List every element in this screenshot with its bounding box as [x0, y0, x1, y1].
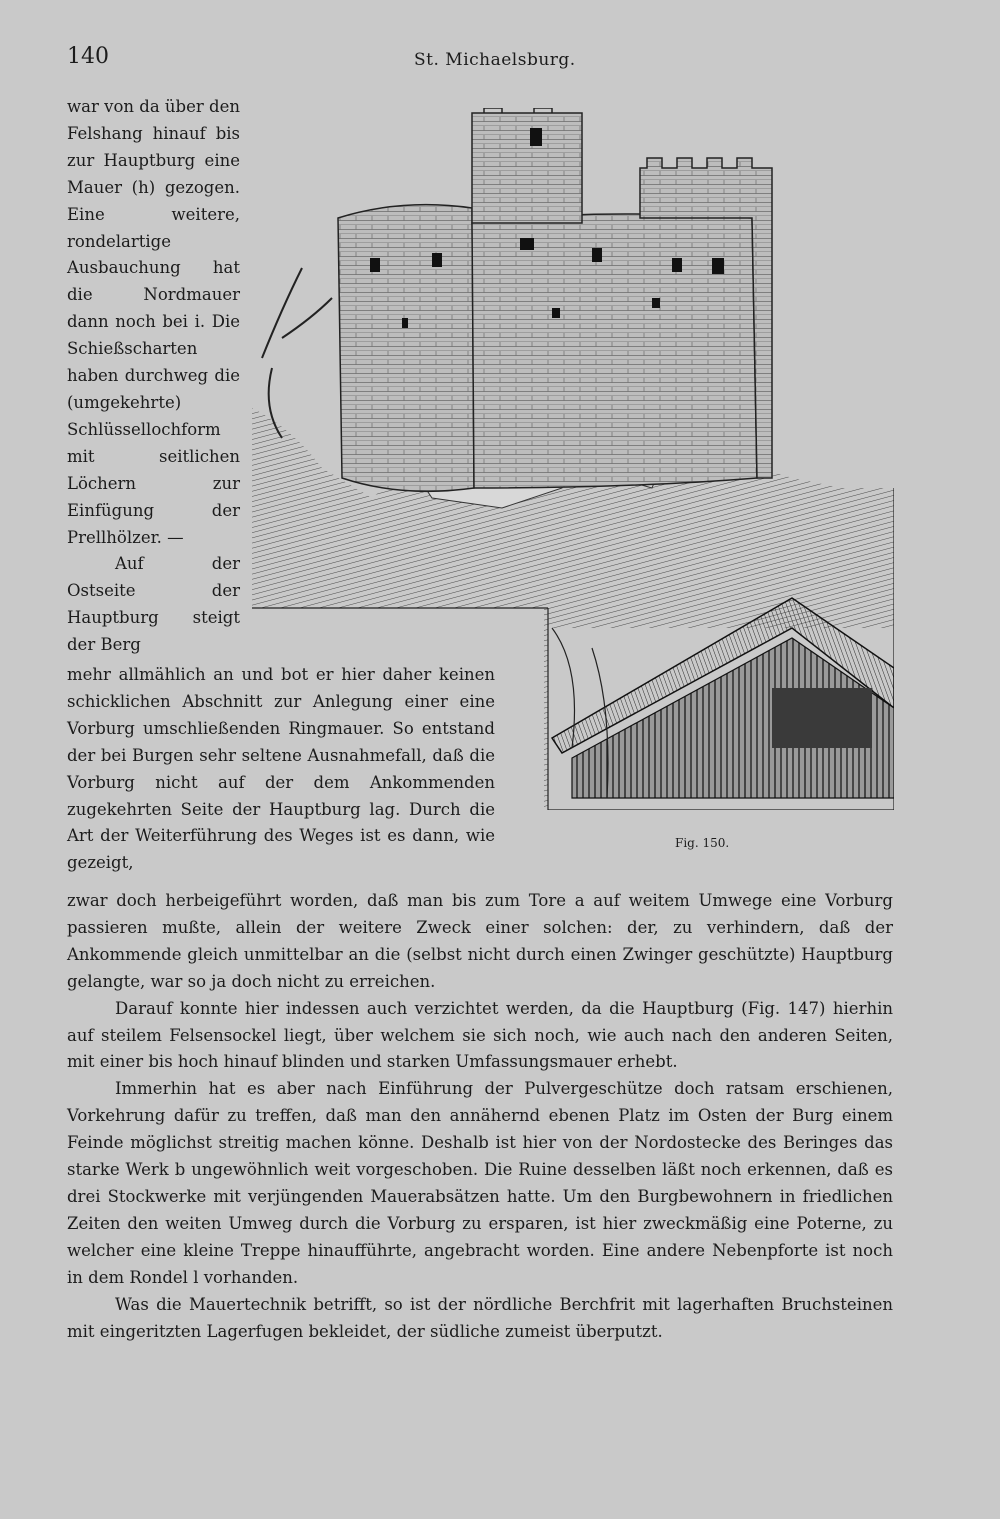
paragraph: Immerhin hat es aber nach Einführung der Pulvergeschütze doch ratsam erschienen, Vorkehrung dafür zu treffen, daß man den annähernd ebenen Platz im Osten der Burg einem Feinde möglichst streitig machen könne. Deshalb ist hier von der Nordostecke des Beringes das starke Werk b ungewöhnlich weit vorgeschoben. Die Ruine desselben läßt noch erkennen, daß es drei Stockwerke mit verjüngenden Mauerabsätzen hatte. Um den Burgbewohnern in friedlichen Zeiten den weiten Umweg durch die Vorburg zu ersparen, ist hier zweckmäßig eine Poterne, zu welcher eine kleine Treppe hinaufführte, angebracht worden. Eine andere Nebenpforte ist noch in dem Rondel l vorhanden. [67, 1079, 893, 1287]
figure-caption: Fig. 150. [675, 836, 730, 850]
narrow-text-column [67, 94, 240, 659]
full-width-text [67, 888, 893, 1345]
paragraph: zwar doch herbeigeführt worden, daß man bis zum Tore a auf weitem Umwege eine Vorburg passieren mußte, allein der weitere Zweck einer solchen: der, zu verhindern, daß der Ankommende gleich unmittelbar an die (selbst nicht durch einen Zwinger geschützte) Hauptburg gelangte, war so ja doch nicht zu erreichen. [67, 891, 893, 991]
running-title: St. Michaelsburg. [414, 50, 576, 70]
middle-text-column [67, 662, 495, 877]
paragraph: war von da über den Felshang hinauf bis zur Hauptburg eine Mauer (h) gezogen. Eine weitere, rondelartige Ausbauchung hat die Nordmauer dann noch bei i. Die Schießscharten haben durchweg die (umgekehrte) Schlüssellochform mit seitlichen Löchern zur Einfügung der Prellhölzer. — [67, 97, 240, 547]
paragraph: Auf der Ostseite der Hauptburg steigt der Berg [67, 554, 240, 655]
paragraph: Darauf konnte hier indessen auch verzichtet werden, da die Hauptburg (Fig. 147) hierhin auf steilem Felsensockel liegt, über welchem sie sich noch, wie auch nach den anderen Seiten, mit einer bis hoch hinauf blinden und starken Umfassungsmauer erhebt. [67, 998, 893, 1072]
paragraph: mehr allmählich an und bot er hier daher keinen schicklichen Abschnitt zur Anlegung einer eine Vorburg umschließenden Ringmauer. So entstand der bei Burgen sehr seltene Ausnahmefall, daß die Vorburg nicht auf der dem Ankommenden zugekehrten Seite der Hauptburg lag. Durch die Art der Weiterführung des Weges ist es dann, wie gezeigt, [67, 665, 495, 873]
page-number: 140 [67, 44, 109, 69]
paragraph: Was die Mauertechnik betrifft, so ist der nördliche Berchfrit mit lagerhaften Bruchsteinen mit eingeritzten Lagerfugen bekleidet, der südliche zumeist überputzt. [67, 1294, 893, 1341]
